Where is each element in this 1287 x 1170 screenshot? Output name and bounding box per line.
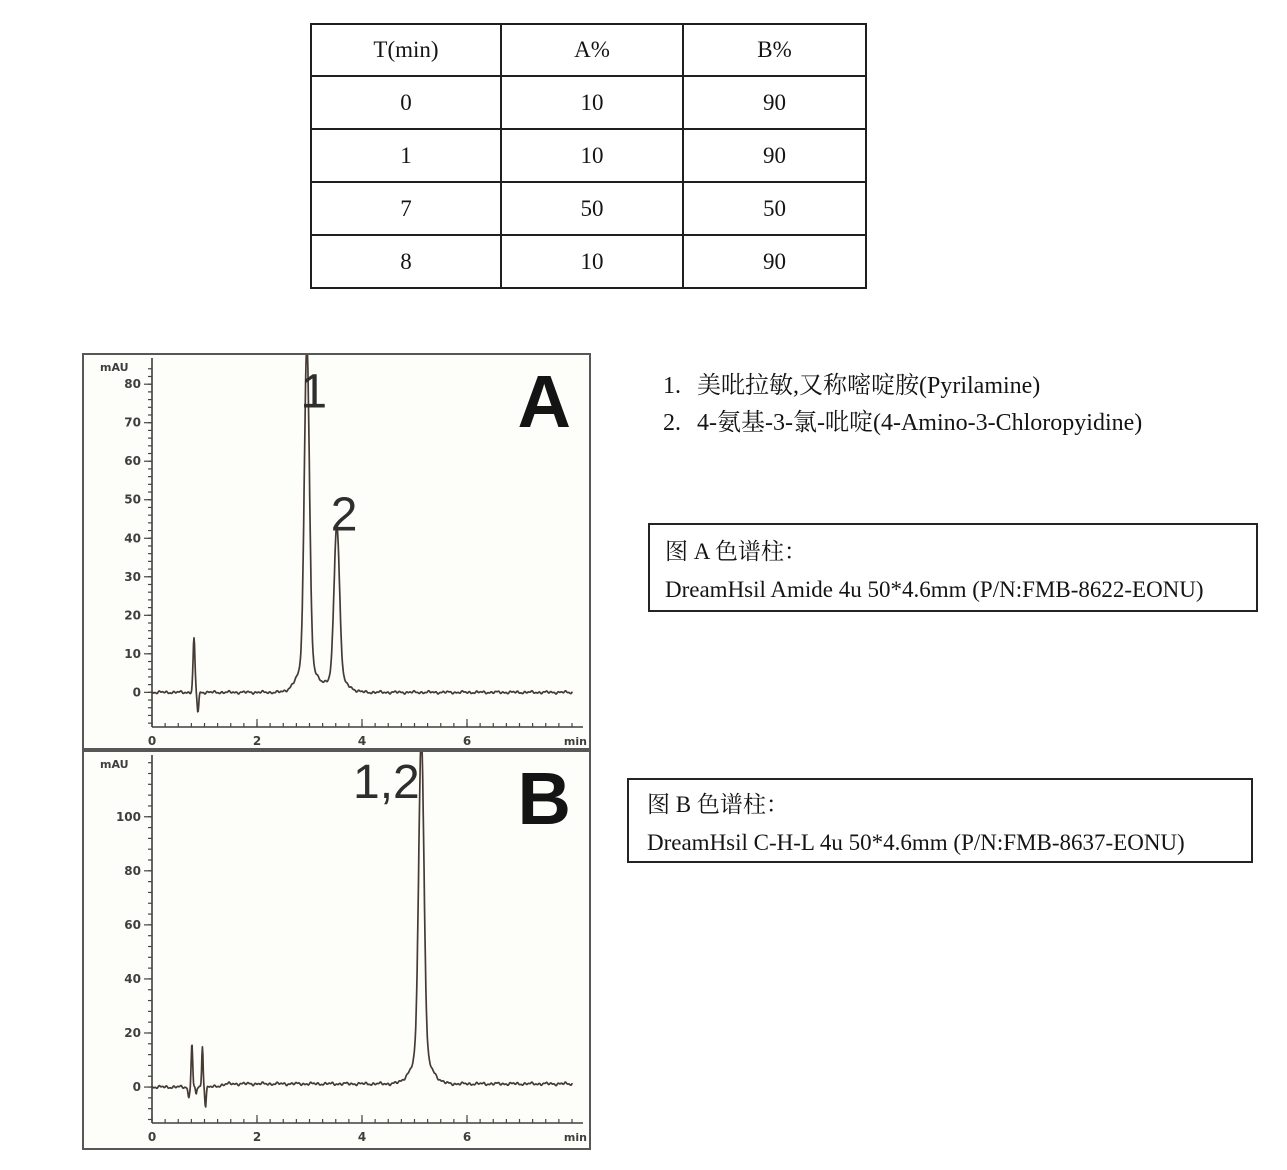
detector-trace <box>152 355 572 712</box>
y-axis-unit-label: mAU <box>100 758 129 771</box>
y-tick-label: 40 <box>124 971 141 986</box>
peak-label: 1 <box>300 365 328 419</box>
x-tick-label: 2 <box>252 1130 262 1144</box>
y-tick-label: 10 <box>124 646 141 661</box>
cell-b-pct: 50 <box>683 182 866 235</box>
panel-letter: A <box>517 360 571 443</box>
cell-a-pct: 10 <box>501 129 683 182</box>
table-row <box>311 235 866 288</box>
list-item <box>663 409 1142 437</box>
column-box-detail: DreamHsil Amide 4u 50*4.6mm (P/N:FMB-8622-EONU) <box>665 577 1204 602</box>
chromatogram-b-panel <box>82 750 591 1150</box>
col-header-a-pct: A% <box>501 24 683 76</box>
y-tick-label: 60 <box>124 917 141 932</box>
x-tick-label: 4 <box>357 1130 367 1144</box>
y-tick-label: 20 <box>124 1025 141 1040</box>
cell-tmin: 0 <box>311 76 501 129</box>
chromatogram-a-plot <box>84 355 589 748</box>
gradient-table-header-row <box>311 24 866 76</box>
gradient-table <box>310 23 867 289</box>
y-tick-label: 0 <box>132 685 141 700</box>
list-item-number: 2. <box>663 410 681 436</box>
list-item <box>663 372 1142 400</box>
y-tick-label: 50 <box>124 492 141 507</box>
col-header-b-pct: B% <box>683 24 866 76</box>
column-info-box-b <box>627 778 1253 863</box>
cell-a-pct: 10 <box>501 76 683 129</box>
panel-letter: B <box>517 757 571 840</box>
column-box-title: 图 A 色谱柱： <box>665 539 807 564</box>
y-tick-label: 100 <box>115 809 141 824</box>
table-row <box>311 129 866 182</box>
y-tick-label: 30 <box>124 569 141 584</box>
x-tick-label: 6 <box>462 1130 472 1144</box>
x-axis-unit-label: min <box>563 1131 587 1144</box>
compound-list <box>663 372 1142 446</box>
cell-b-pct: 90 <box>683 235 866 288</box>
y-tick-label: 80 <box>124 377 141 392</box>
x-tick-label: 6 <box>462 734 472 748</box>
peak-label: 1,2 <box>353 755 420 809</box>
col-header-tmin: T(min) <box>311 24 501 76</box>
x-tick-label: 4 <box>357 734 367 748</box>
y-tick-label: 60 <box>124 454 141 469</box>
table-row <box>311 182 866 235</box>
y-axis-unit-label: mAU <box>100 361 129 374</box>
cell-tmin: 8 <box>311 235 501 288</box>
y-tick-label: 20 <box>124 608 141 623</box>
x-tick-label: 0 <box>147 734 157 748</box>
y-tick-label: 70 <box>124 415 141 430</box>
column-info-box-a <box>648 523 1258 612</box>
list-item-text: 美吡拉敏,又称嘧啶胺(Pyrilamine) <box>697 373 1041 399</box>
y-tick-label: 80 <box>124 863 141 878</box>
x-axis-unit-label: min <box>563 735 587 748</box>
peak-label: 2 <box>330 488 358 542</box>
list-item-text: 4-氨基-3-氯-吡啶(4-Amino-3-Chloropyidine) <box>697 410 1143 436</box>
cell-a-pct: 50 <box>501 182 683 235</box>
cell-tmin: 7 <box>311 182 501 235</box>
y-tick-label: 40 <box>124 531 141 546</box>
cell-a-pct: 10 <box>501 235 683 288</box>
x-tick-label: 0 <box>147 1130 157 1144</box>
cell-b-pct: 90 <box>683 76 866 129</box>
cell-tmin: 1 <box>311 129 501 182</box>
column-box-title: 图 B 色谱柱： <box>647 792 789 817</box>
y-tick-label: 0 <box>132 1080 141 1095</box>
chromatogram-b-plot <box>84 752 589 1148</box>
table-row <box>311 76 866 129</box>
cell-b-pct: 90 <box>683 129 866 182</box>
chromatogram-a-panel <box>82 353 591 750</box>
list-item-number: 1. <box>663 373 681 399</box>
column-box-detail: DreamHsil C-H-L 4u 50*4.6mm (P/N:FMB-8637-EONU) <box>647 830 1185 855</box>
x-tick-label: 2 <box>252 734 262 748</box>
axes <box>100 358 587 748</box>
